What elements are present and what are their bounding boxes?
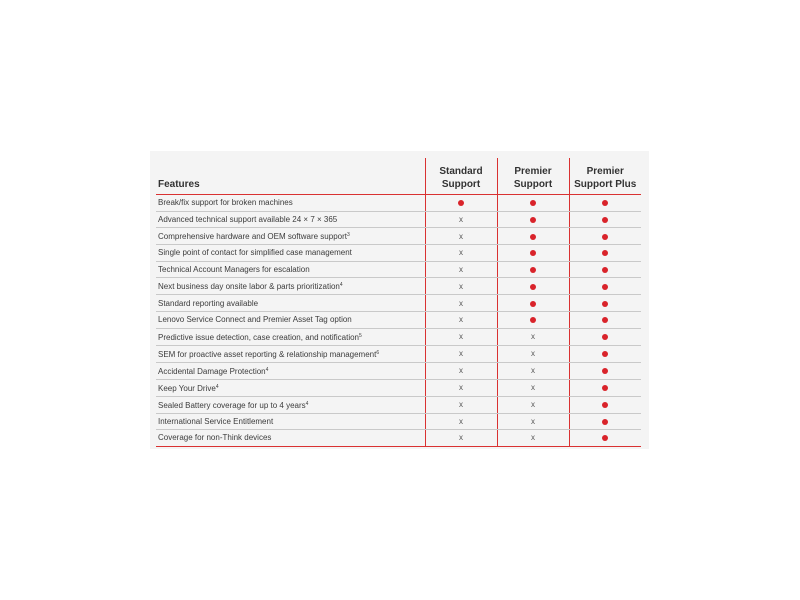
footnote-marker: 3 [346,232,350,239]
premier-cell [497,413,569,430]
included-dot-icon [602,317,608,323]
standard-cell [425,228,497,245]
premier-plus-cell [569,362,641,379]
premier-cell [497,195,569,212]
table-row [156,396,641,413]
premier-cell [497,261,569,278]
comparison-panel [150,151,649,449]
table-row [156,278,641,295]
feature-label: Coverage for non-Think devices [156,430,425,447]
not-included-x-icon: x [459,315,463,325]
not-included-x-icon: x [531,349,535,359]
standard-cell [425,362,497,379]
premier-plus-cell [569,396,641,413]
not-included-x-icon: x [459,281,463,291]
not-included-x-icon: x [531,400,535,410]
not-included-x-icon: x [459,332,463,342]
standard-support-header: Standard Support [425,158,497,195]
not-included-x-icon: x [459,366,463,376]
included-dot-icon [530,284,536,290]
included-dot-icon [602,200,608,206]
not-included-x-icon: x [459,400,463,410]
premier-plus-cell [569,261,641,278]
table-row [156,195,641,212]
footnote-marker: 4 [215,383,219,390]
not-included-x-icon: x [459,349,463,359]
premier-plus-cell [569,211,641,228]
not-included-x-icon: x [459,265,463,275]
table-row [156,228,641,245]
premier-cell [497,211,569,228]
included-dot-icon [602,250,608,256]
not-included-x-icon: x [459,383,463,393]
standard-cell [425,430,497,447]
included-dot-icon [602,368,608,374]
not-included-x-icon: x [459,433,463,443]
standard-cell [425,211,497,228]
standard-cell [425,379,497,396]
not-included-x-icon: x [459,248,463,258]
premier-plus-cell [569,328,641,345]
feature-label: Accidental Damage Protection$^4$ [156,362,425,379]
premier-cell [497,311,569,328]
included-dot-icon [602,419,608,425]
features-header: Features [156,158,425,195]
included-dot-icon [602,402,608,408]
standard-cell [425,195,497,212]
not-included-x-icon: x [531,383,535,393]
support-comparison-table [156,158,641,447]
standard-cell [425,328,497,345]
standard-cell [425,261,497,278]
standard-cell [425,245,497,262]
table-header-row [156,158,641,195]
premier-plus-cell [569,228,641,245]
premier-support-plus-header: Premier Support Plus [569,158,641,195]
not-included-x-icon: x [531,366,535,376]
standard-cell [425,396,497,413]
included-dot-icon [602,385,608,391]
table-row [156,261,641,278]
premier-plus-cell [569,245,641,262]
footnote-marker: 4 [305,400,309,407]
included-dot-icon [602,267,608,273]
included-dot-icon [530,250,536,256]
included-dot-icon [602,234,608,240]
premier-plus-cell [569,379,641,396]
feature-label: Lenovo Service Connect and Premier Asset Tag option [156,311,425,328]
premier-cell [497,245,569,262]
premier-cell [497,396,569,413]
included-dot-icon [458,200,464,206]
premier-cell [497,379,569,396]
included-dot-icon [602,435,608,441]
premier-cell [497,328,569,345]
footnote-marker: 4 [265,366,269,373]
feature-label: SEM for proactive asset reporting & relationship management$^6$ [156,345,425,362]
not-included-x-icon: x [459,214,463,224]
included-dot-icon [602,351,608,357]
table-row [156,295,641,312]
not-included-x-icon: x [459,416,463,426]
premier-cell [497,430,569,447]
included-dot-icon [530,234,536,240]
table-row [156,245,641,262]
included-dot-icon [530,200,536,206]
standard-cell [425,345,497,362]
table-row [156,211,641,228]
feature-label: Single point of contact for simplified case management [156,245,425,262]
premier-cell [497,278,569,295]
table-row [156,328,641,345]
footnote-marker: 4 [339,282,343,289]
not-included-x-icon: x [531,416,535,426]
table-row [156,413,641,430]
footnote-marker: 6 [376,349,380,356]
included-dot-icon [530,301,536,307]
included-dot-icon [530,267,536,273]
standard-cell [425,311,497,328]
premier-cell [497,228,569,245]
premier-support-header: Premier Support [497,158,569,195]
premier-cell [497,295,569,312]
feature-label: Comprehensive hardware and OEM software support$^3$ [156,228,425,245]
table-row [156,362,641,379]
premier-plus-cell [569,345,641,362]
table-row [156,430,641,447]
table-row [156,311,641,328]
premier-plus-cell [569,195,641,212]
premier-plus-cell [569,295,641,312]
not-included-x-icon: x [459,231,463,241]
included-dot-icon [602,301,608,307]
included-dot-icon [602,217,608,223]
premier-plus-cell [569,311,641,328]
standard-cell [425,295,497,312]
included-dot-icon [530,317,536,323]
table-row [156,345,641,362]
premier-plus-cell [569,278,641,295]
included-dot-icon [602,334,608,340]
feature-label: Next business day onsite labor & parts prioritization$^4$ [156,278,425,295]
feature-label: International Service Entitlement [156,413,425,430]
premier-cell [497,362,569,379]
feature-label: Advanced technical support available 24 × 7 × 365 [156,211,425,228]
premier-cell [497,345,569,362]
feature-label: Keep Your Drive$^4$ [156,379,425,396]
not-included-x-icon: x [531,332,535,342]
feature-label: Predictive issue detection, case creation, and notification$^5$ [156,328,425,345]
included-dot-icon [602,284,608,290]
standard-cell [425,278,497,295]
standard-cell [425,413,497,430]
table-row [156,379,641,396]
not-included-x-icon: x [531,433,535,443]
included-dot-icon [530,217,536,223]
footnote-marker: 5 [359,332,362,339]
feature-label: Sealed Battery coverage for up to 4 years$^4$ [156,396,425,413]
premier-plus-cell [569,430,641,447]
feature-label: Technical Account Managers for escalation [156,261,425,278]
feature-label: Break/fix support for broken machines [156,195,425,212]
feature-label: Standard reporting available [156,295,425,312]
premier-plus-cell [569,413,641,430]
not-included-x-icon: x [459,298,463,308]
table-body [156,195,641,447]
